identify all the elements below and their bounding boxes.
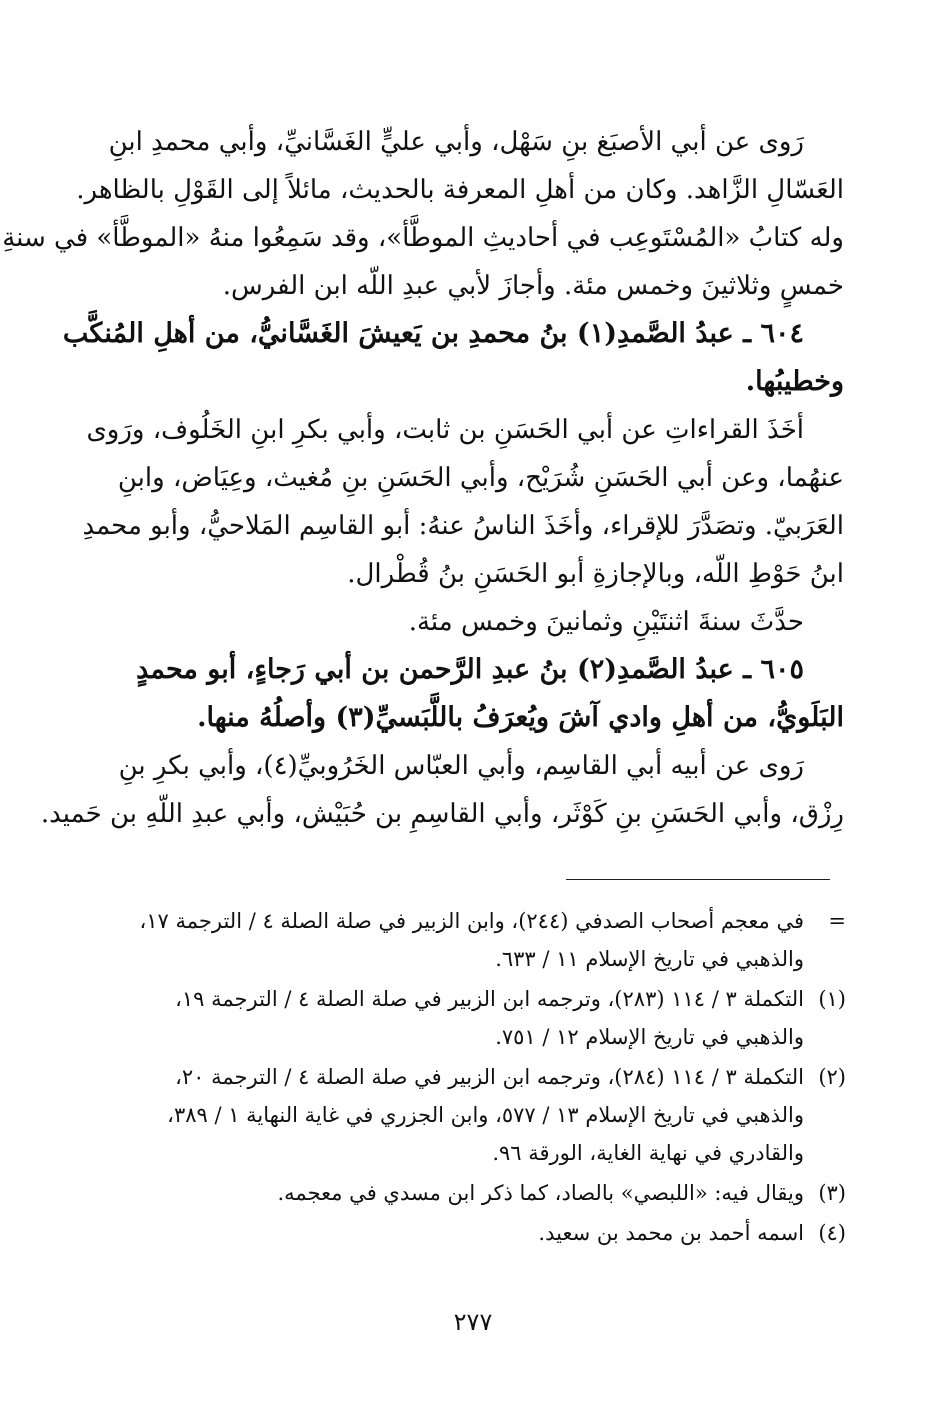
footnote bbox=[98, 1174, 846, 1212]
body-text-line: رَوى عن أبيه أبي القاسِم، وأبي العبّاس الخَرُوبيِّ(٤)، وأبي بكرِ بنِ bbox=[118, 751, 804, 781]
entry-heading-line: وخطيبُها. bbox=[745, 366, 844, 397]
body-text-line: رَوى عن أبي الأصبَغ بنِ سَهْل، وأبي عليٍّ الغَسَّانيِّ، وأبي محمدِ ابنِ bbox=[108, 127, 804, 157]
body-text-line: العَرَبيّ. وتصَدَّرَ للإقراء، وأخَذَ الناسُ عنهُ: أبو القاسِم المَلاحيُّ، وأبو محمدِ bbox=[82, 511, 844, 541]
footnote-text-line: والذهبي في تاريخ الإسلام ١١ / ٦٣٣. bbox=[495, 947, 804, 971]
body-text-line: عنهُما، وعن أبي الحَسَنِ شُرَيْح، وأبي الحَسَنِ بنِ مُغيث، وعِيَاض، وابنِ bbox=[117, 463, 844, 493]
footnote bbox=[98, 1058, 846, 1172]
footnote-text-line: والقادري في نهاية الغاية، الورقة ٩٦. bbox=[492, 1141, 804, 1165]
footnote-separator bbox=[566, 879, 830, 880]
footnote-text-line: التكملة ٣ / ١١٤ (٢٨٤)، وترجمه ابن الزبير في صلة الصلة ٤ / الترجمة ٢٠، bbox=[175, 1065, 804, 1089]
footnote bbox=[98, 902, 846, 978]
footnote-marker: (١) bbox=[818, 987, 846, 1011]
page-number: ٢٧٧ bbox=[453, 1308, 493, 1336]
footnote-text-line: التكملة ٣ / ١١٤ (٢٨٣)، وترجمه ابن الزبير في صلة الصلة ٤ / الترجمة ١٩، bbox=[175, 987, 804, 1011]
footnote-marker: (٢) bbox=[818, 1065, 846, 1089]
body-text-line: أخَذَ القراءاتِ عن أبي الحَسَنِ بن ثابت، وأبي بكرِ ابنِ الخَلُوف، ورَوى bbox=[86, 415, 804, 445]
footnote-text-line: والذهبي في تاريخ الإسلام ١٢ / ٧٥١. bbox=[495, 1025, 804, 1049]
footnote bbox=[98, 980, 846, 1056]
footnote-text-line: اسمه أحمد بن محمد بن سعيد. bbox=[538, 1221, 804, 1245]
body-text-line: وله كتابُ «المُسْتَوعِب في أحاديثِ الموطَّأ»، وقد سَمِعُوا منهُ «الموطَّأ» في سنةِ bbox=[2, 223, 844, 253]
footnotes bbox=[98, 902, 846, 1254]
footnote-text-line: ويقال فيه: «اللبصي» بالصاد، كما ذكر ابن مسدي في معجمه. bbox=[277, 1181, 804, 1205]
entry-heading-line: البَلَويُّ، من أهلِ وادي آشَ ويُعرَفُ باللَّبَسيِّ(٣) وأصلُهُ منها. bbox=[197, 702, 844, 733]
footnote-marker: = bbox=[828, 909, 846, 933]
footnote bbox=[98, 1214, 846, 1252]
body-text-line: رِزْق، وأبي الحَسَنِ بنِ كَوْثَر، وأبي القاسِمِ بن حُبَيْش، وأبي عبدِ اللّهِ بن حَميد. bbox=[40, 799, 844, 829]
footnote-text-line: في معجم أصحاب الصدفي (٢٤٤)، وابن الزبير في صلة الصلة ٤ / الترجمة ١٧، bbox=[139, 909, 804, 933]
footnote-marker: (٤) bbox=[818, 1221, 846, 1245]
entry-heading-line: ٦٠٥ ـ عبدُ الصَّمدِ(٢) بنُ عبدِ الرَّحمن بن أبي رَجاءٍ، أبو محمدٍ bbox=[136, 654, 804, 685]
body-text-line: خمسٍ وثلاثينَ وخمس مئة. وأجازَ لأبي عبدِ اللّه ابن الفرس. bbox=[222, 271, 844, 301]
footnote-marker: (٣) bbox=[818, 1181, 846, 1205]
main-text bbox=[2, 118, 844, 838]
entry-heading-line: ٦٠٤ ـ عبدُ الصَّمدِ(١) بنُ محمدِ بن يَعيشَ الغَسَّانيُّ، من أهلِ المُنكَّب bbox=[62, 318, 804, 349]
footnote-text-line: والذهبي في تاريخ الإسلام ١٣ / ٥٧٧، وابن الجزري في غاية النهاية ١ / ٣٨٩، bbox=[167, 1103, 804, 1127]
body-text-line: ابنُ حَوْطِ اللّه، وبالإجازةِ أبو الحَسَنِ بنُ قُطْرال. bbox=[347, 559, 844, 589]
body-text-line: العَسّالِ الزَّاهد. وكان من أهلِ المعرفة بالحديث، مائلاً إلى القَوْلِ بالظاهر. bbox=[76, 175, 844, 205]
body-text-line: حدَّثَ سنةَ اثنتَيْنِ وثمانينَ وخمس مئة. bbox=[408, 607, 804, 637]
